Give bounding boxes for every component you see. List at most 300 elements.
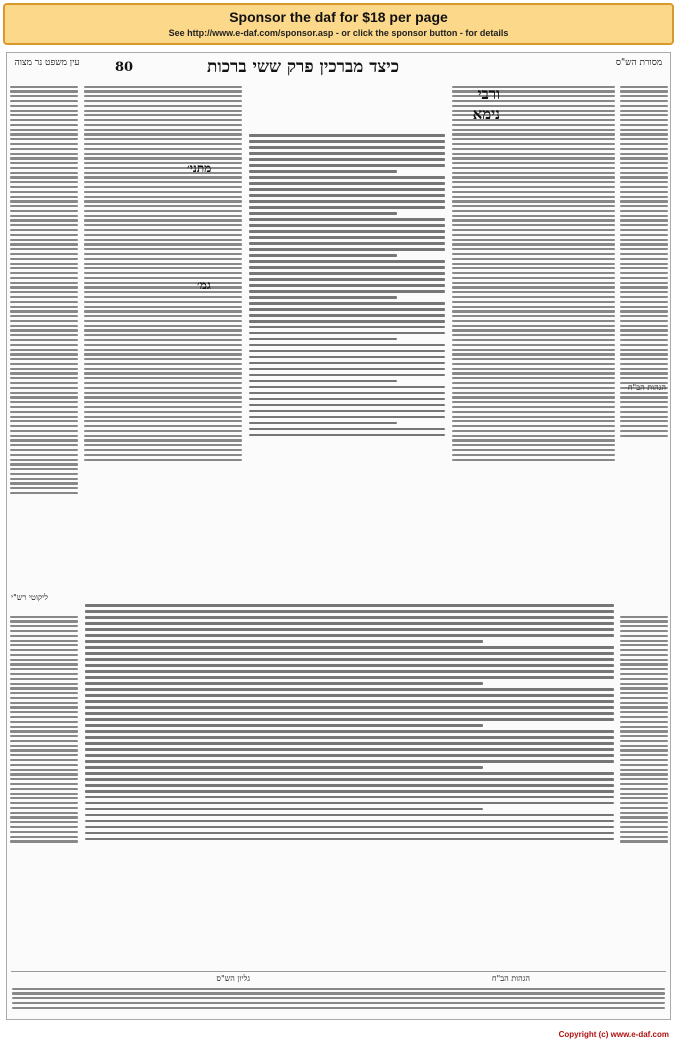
text-line (10, 377, 78, 379)
text-line (249, 326, 445, 329)
text-line (249, 344, 445, 347)
text-line (85, 712, 614, 715)
text-line (84, 148, 242, 150)
text-line (10, 649, 78, 651)
gilyon-note: גליון הש"ס (216, 974, 250, 983)
text-line (249, 392, 445, 395)
text-line (620, 368, 668, 370)
text-line (452, 153, 615, 155)
text-line (452, 200, 615, 202)
text-line (10, 263, 78, 265)
text-line (85, 742, 614, 745)
text-line (249, 302, 445, 305)
lower-gemara-block (83, 601, 616, 966)
text-line (249, 338, 397, 341)
text-line (84, 114, 242, 116)
text-line (620, 377, 668, 379)
text-line (84, 382, 242, 384)
text-line (10, 210, 78, 212)
text-line (620, 620, 668, 622)
text-line (620, 291, 668, 293)
text-line (620, 277, 668, 279)
text-line (620, 310, 668, 312)
text-line (452, 86, 615, 88)
text-line (84, 186, 242, 188)
text-line (620, 267, 668, 269)
text-line (84, 349, 242, 351)
text-line (84, 191, 242, 193)
text-line (85, 736, 614, 739)
text-line (249, 164, 445, 167)
text-line (12, 988, 665, 990)
text-line (249, 140, 445, 143)
text-line (452, 363, 615, 365)
text-line (10, 229, 78, 231)
text-line (10, 425, 78, 427)
text-line (620, 353, 668, 355)
text-line (10, 793, 78, 795)
text-line (620, 90, 668, 92)
text-line (620, 248, 668, 250)
text-line (85, 808, 483, 811)
text-line (84, 172, 242, 174)
text-line (452, 454, 615, 456)
text-line (452, 157, 615, 159)
text-line (620, 773, 668, 775)
text-line (452, 224, 615, 226)
text-line (620, 711, 668, 713)
text-line (10, 478, 78, 480)
text-line (10, 730, 78, 732)
text-line (84, 277, 242, 279)
text-line (10, 105, 78, 107)
text-line (620, 282, 668, 284)
text-line (85, 820, 614, 823)
text-line (85, 778, 614, 781)
text-line (84, 430, 242, 432)
sponsor-banner[interactable] (3, 3, 674, 45)
text-line (249, 218, 445, 221)
text-line (10, 176, 78, 178)
text-line (452, 449, 615, 451)
text-line (10, 282, 78, 284)
text-line (452, 176, 615, 178)
text-line (452, 282, 615, 284)
masoret-column (619, 83, 669, 603)
text-line (10, 215, 78, 217)
text-line (84, 329, 242, 331)
text-line (620, 148, 668, 150)
text-line (620, 649, 668, 651)
text-line (452, 329, 615, 331)
text-line (10, 430, 78, 432)
text-line (84, 229, 242, 231)
text-line (620, 654, 668, 656)
text-line (452, 325, 615, 327)
text-line (10, 816, 78, 818)
rashi-lead-word-2: נימא (472, 105, 500, 123)
text-line (84, 196, 242, 198)
text-line (249, 188, 445, 191)
text-line (620, 272, 668, 274)
text-line (84, 449, 242, 451)
text-line (84, 282, 242, 284)
text-line (620, 821, 668, 823)
text-line (452, 286, 615, 288)
text-line (452, 339, 615, 341)
footnote-separator (11, 971, 666, 972)
text-line (10, 310, 78, 312)
text-line (620, 110, 668, 112)
text-line (620, 716, 668, 718)
page-header (7, 53, 671, 83)
text-line (452, 401, 615, 403)
text-line (452, 215, 615, 217)
text-line (10, 129, 78, 131)
text-line (10, 406, 78, 408)
text-line (620, 793, 668, 795)
text-line (85, 664, 614, 667)
text-line (620, 635, 668, 637)
text-line (10, 320, 78, 322)
text-line (84, 234, 242, 236)
text-line (85, 610, 614, 613)
text-line (620, 668, 668, 670)
text-line (452, 129, 615, 131)
text-line (10, 411, 78, 413)
text-line (452, 124, 615, 126)
text-line (10, 248, 78, 250)
text-line (10, 836, 78, 838)
text-line (10, 186, 78, 188)
text-line (452, 234, 615, 236)
text-line (84, 181, 242, 183)
text-line (620, 788, 668, 790)
text-line (620, 663, 668, 665)
text-line (84, 119, 242, 121)
text-line (620, 349, 668, 351)
text-line (620, 86, 668, 88)
text-line (452, 406, 615, 408)
text-line (249, 176, 445, 179)
text-line (10, 773, 78, 775)
text-line (10, 191, 78, 193)
text-line (10, 716, 78, 718)
text-line (10, 620, 78, 622)
text-line (620, 425, 668, 427)
text-line (620, 420, 668, 422)
text-line (10, 706, 78, 708)
text-line (452, 334, 615, 336)
text-line (620, 372, 668, 374)
text-line (10, 148, 78, 150)
text-line (452, 95, 615, 97)
text-line (620, 234, 668, 236)
text-line (452, 219, 615, 221)
text-line (84, 439, 242, 441)
text-line (620, 124, 668, 126)
text-line (10, 668, 78, 670)
text-line (452, 167, 615, 169)
text-line (452, 344, 615, 346)
text-line (620, 181, 668, 183)
text-line (10, 482, 78, 484)
text-line (452, 258, 615, 260)
text-line (452, 392, 615, 394)
text-line (12, 1002, 665, 1004)
text-line (452, 243, 615, 245)
text-line (452, 420, 615, 422)
text-line (10, 258, 78, 260)
text-line (249, 332, 445, 335)
text-line (452, 459, 615, 461)
text-line (620, 802, 668, 804)
masoret-label: מסורת הש"ס (615, 58, 663, 68)
text-line (620, 640, 668, 642)
text-line (620, 114, 668, 116)
text-line (10, 224, 78, 226)
text-line (249, 254, 397, 257)
copyright-link[interactable]: Copyright (c) www.e-daf.com (558, 1030, 669, 1039)
text-line (84, 377, 242, 379)
text-line (84, 406, 242, 408)
left-margin-note: ליקוטי רש"י (11, 593, 49, 602)
text-line (452, 143, 615, 145)
text-line (10, 325, 78, 327)
text-line (620, 210, 668, 212)
text-line (452, 172, 615, 174)
text-line (10, 754, 78, 756)
text-line (85, 646, 614, 649)
text-line (10, 702, 78, 704)
text-line (452, 439, 615, 441)
page-title: כיצד מברכין פרק ששי ברכות (207, 57, 400, 77)
text-line (249, 278, 445, 281)
text-line (620, 692, 668, 694)
text-line (84, 215, 242, 217)
rashi-column (451, 83, 616, 593)
text-line (620, 630, 668, 632)
text-line (84, 243, 242, 245)
text-line (10, 420, 78, 422)
text-line (84, 105, 242, 107)
text-line (10, 783, 78, 785)
text-line (10, 692, 78, 694)
text-line (85, 772, 614, 775)
text-line (620, 95, 668, 97)
text-line (10, 678, 78, 680)
text-line (10, 635, 78, 637)
text-line (84, 444, 242, 446)
text-line (452, 191, 615, 193)
text-line (620, 219, 668, 221)
text-line (620, 334, 668, 336)
text-line (10, 726, 78, 728)
text-line (84, 459, 242, 461)
text-line (249, 422, 397, 425)
gemara-lead-word: גמ׳ (197, 278, 211, 292)
tosafot-column (83, 83, 243, 593)
text-line (452, 416, 615, 418)
text-line (84, 401, 242, 403)
text-line (85, 748, 614, 751)
text-line (10, 205, 78, 207)
text-line (84, 420, 242, 422)
text-line (85, 790, 614, 793)
text-line (85, 640, 483, 643)
text-line (620, 296, 668, 298)
text-line (10, 654, 78, 656)
text-line (249, 434, 445, 437)
text-line (620, 816, 668, 818)
text-line (85, 634, 614, 637)
text-line (620, 721, 668, 723)
text-line (85, 784, 614, 787)
text-line (84, 133, 242, 135)
text-line (452, 90, 615, 92)
text-line (249, 404, 445, 407)
text-line (249, 284, 445, 287)
text-line (10, 745, 78, 747)
text-line (249, 296, 397, 299)
text-line (10, 401, 78, 403)
text-line (85, 766, 483, 769)
text-line (85, 718, 614, 721)
text-line (84, 392, 242, 394)
text-line (10, 200, 78, 202)
text-line (85, 622, 614, 625)
text-line (84, 306, 242, 308)
text-line (620, 406, 668, 408)
text-line (620, 687, 668, 689)
text-line (620, 826, 668, 828)
text-line (620, 263, 668, 265)
text-line (452, 248, 615, 250)
text-line (10, 802, 78, 804)
text-line (620, 200, 668, 202)
text-line (10, 831, 78, 833)
text-line (85, 802, 614, 805)
text-line (620, 243, 668, 245)
text-line (10, 296, 78, 298)
text-line (452, 301, 615, 303)
text-line (10, 788, 78, 790)
text-line (10, 439, 78, 441)
text-line (85, 628, 614, 631)
text-line (10, 157, 78, 159)
text-line (249, 152, 445, 155)
text-line (84, 286, 242, 288)
text-line (620, 396, 668, 398)
text-line (452, 444, 615, 446)
talmud-page (6, 52, 671, 1020)
text-line (84, 353, 242, 355)
text-line (10, 243, 78, 245)
text-line (620, 239, 668, 241)
text-line (84, 224, 242, 226)
text-line (620, 797, 668, 799)
text-line (452, 253, 615, 255)
text-line (620, 191, 668, 193)
text-line (620, 836, 668, 838)
text-line (620, 659, 668, 661)
text-line (452, 310, 615, 312)
text-line (84, 344, 242, 346)
text-line (620, 764, 668, 766)
text-line (620, 329, 668, 331)
text-line (249, 200, 445, 203)
text-line (620, 754, 668, 756)
text-line (249, 260, 445, 263)
text-line (249, 212, 397, 215)
text-line (452, 181, 615, 183)
text-line (10, 339, 78, 341)
text-line (10, 459, 78, 461)
text-line (10, 219, 78, 221)
text-line (620, 143, 668, 145)
text-line (620, 325, 668, 327)
text-line (249, 224, 445, 227)
text-line (249, 380, 397, 383)
text-line (620, 157, 668, 159)
text-line (84, 272, 242, 274)
text-line (10, 826, 78, 828)
text-line (10, 797, 78, 799)
text-line (85, 832, 614, 835)
text-line (10, 138, 78, 140)
text-line (620, 683, 668, 685)
text-line (85, 604, 614, 607)
text-line (85, 724, 483, 727)
text-line (84, 291, 242, 293)
text-line (84, 301, 242, 303)
text-line (452, 148, 615, 150)
text-line (452, 435, 615, 437)
text-line (249, 290, 445, 293)
text-line (10, 444, 78, 446)
text-line (620, 196, 668, 198)
text-line (10, 387, 78, 389)
text-line (452, 263, 615, 265)
text-line (249, 236, 445, 239)
hagahot-note: הגהות הב"ח (491, 974, 530, 983)
sponsor-headline: Sponsor the daf for $18 per page (229, 9, 448, 25)
text-line (10, 392, 78, 394)
text-line (84, 86, 242, 88)
tosafot-lead-word: מתני׳ (187, 161, 212, 175)
text-line (452, 387, 615, 389)
text-line (84, 372, 242, 374)
text-line (84, 157, 242, 159)
text-line (452, 425, 615, 427)
text-line (620, 416, 668, 418)
text-line (10, 334, 78, 336)
text-line (85, 616, 614, 619)
text-line (620, 411, 668, 413)
text-line (249, 320, 445, 323)
text-line (620, 840, 668, 842)
text-line (10, 86, 78, 88)
text-line (10, 353, 78, 355)
text-line (620, 702, 668, 704)
text-line (10, 239, 78, 241)
text-line (620, 358, 668, 360)
text-line (620, 430, 668, 432)
text-line (249, 272, 445, 275)
text-line (452, 239, 615, 241)
text-line (10, 454, 78, 456)
text-line (85, 760, 614, 763)
